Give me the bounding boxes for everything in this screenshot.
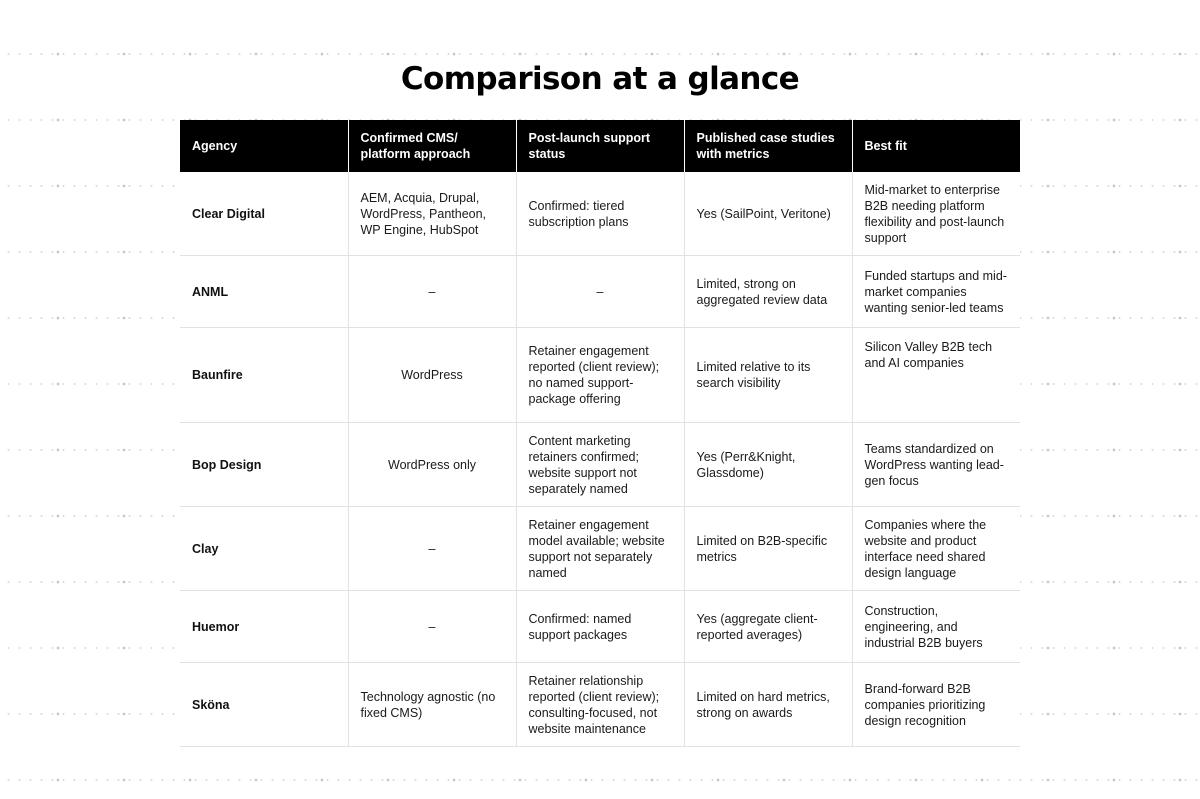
table-row bbox=[180, 423, 1020, 507]
column-header-case-studies: Published case studies with metrics bbox=[684, 120, 852, 172]
support-cell: Confirmed: tiered subscription plans bbox=[516, 172, 684, 256]
agency-name-cell: Baunfire bbox=[180, 328, 348, 423]
cms-cell: – bbox=[348, 591, 516, 663]
support-cell: Retainer engagement reported (client review); no named support-package offering bbox=[516, 328, 684, 423]
best-fit-cell: Companies where the website and product interface need shared design language bbox=[852, 507, 1020, 591]
best-fit-cell: Teams standardized on WordPress wanting lead-gen focus bbox=[852, 423, 1020, 507]
agency-name-cell: Bop Design bbox=[180, 423, 348, 507]
case-studies-cell: Limited on hard metrics, strong on awards bbox=[684, 663, 852, 747]
cms-cell: AEM, Acquia, Drupal, WordPress, Pantheon, WP Engine, HubSpot bbox=[348, 172, 516, 256]
comparison-table bbox=[180, 120, 1020, 747]
cms-cell: Technology agnostic (no fixed CMS) bbox=[348, 663, 516, 747]
cms-cell: WordPress bbox=[348, 328, 516, 423]
cms-cell: – bbox=[348, 507, 516, 591]
agency-name-cell: Clear Digital bbox=[180, 172, 348, 256]
agency-name-cell: Sköna bbox=[180, 663, 348, 747]
case-studies-cell: Yes (aggregate client-reported averages) bbox=[684, 591, 852, 663]
support-cell: Confirmed: named support packages bbox=[516, 591, 684, 663]
case-studies-cell: Yes (Perr&Knight, Glassdome) bbox=[684, 423, 852, 507]
column-header-best-fit: Best fit bbox=[852, 120, 1020, 172]
table-header bbox=[180, 120, 1020, 172]
support-cell: Retainer engagement model available; website support not separately named bbox=[516, 507, 684, 591]
column-header-cms: Confirmed CMS/ platform approach bbox=[348, 120, 516, 172]
table-row bbox=[180, 256, 1020, 328]
support-cell: Retainer relationship reported (client review); consulting-focused, not website maintenance bbox=[516, 663, 684, 747]
best-fit-cell: Silicon Valley B2B tech and AI companies bbox=[852, 328, 1020, 423]
table-row bbox=[180, 328, 1020, 423]
cms-cell: WordPress only bbox=[348, 423, 516, 507]
case-studies-cell: Limited, strong on aggregated review data bbox=[684, 256, 852, 328]
table-row bbox=[180, 507, 1020, 591]
best-fit-cell: Mid-market to enterprise B2B needing platform flexibility and post-launch support bbox=[852, 172, 1020, 256]
case-studies-cell: Limited on B2B-specific metrics bbox=[684, 507, 852, 591]
table-row bbox=[180, 591, 1020, 663]
best-fit-cell: Construction, engineering, and industrial B2B buyers bbox=[852, 591, 1020, 663]
agency-name-cell: Huemor bbox=[180, 591, 348, 663]
column-header-support: Post-launch support status bbox=[516, 120, 684, 172]
table-row bbox=[180, 663, 1020, 747]
support-cell: – bbox=[516, 256, 684, 328]
best-fit-cell: Brand-forward B2B companies prioritizing design recognition bbox=[852, 663, 1020, 747]
support-cell: Content marketing retainers confirmed; website support not separately named bbox=[516, 423, 684, 507]
table-body bbox=[180, 172, 1020, 747]
cms-cell: – bbox=[348, 256, 516, 328]
column-header-agency: Agency bbox=[180, 120, 348, 172]
case-studies-cell: Limited relative to its search visibility bbox=[684, 328, 852, 423]
page-title: Comparison at a glance bbox=[400, 61, 800, 97]
header-row bbox=[180, 120, 1020, 172]
agency-name-cell: ANML bbox=[180, 256, 348, 328]
table-row bbox=[180, 172, 1020, 256]
agency-name-cell: Clay bbox=[180, 507, 348, 591]
best-fit-cell: Funded startups and mid-market companies wanting senior-led teams bbox=[852, 256, 1020, 328]
case-studies-cell: Yes (SailPoint, Veritone) bbox=[684, 172, 852, 256]
